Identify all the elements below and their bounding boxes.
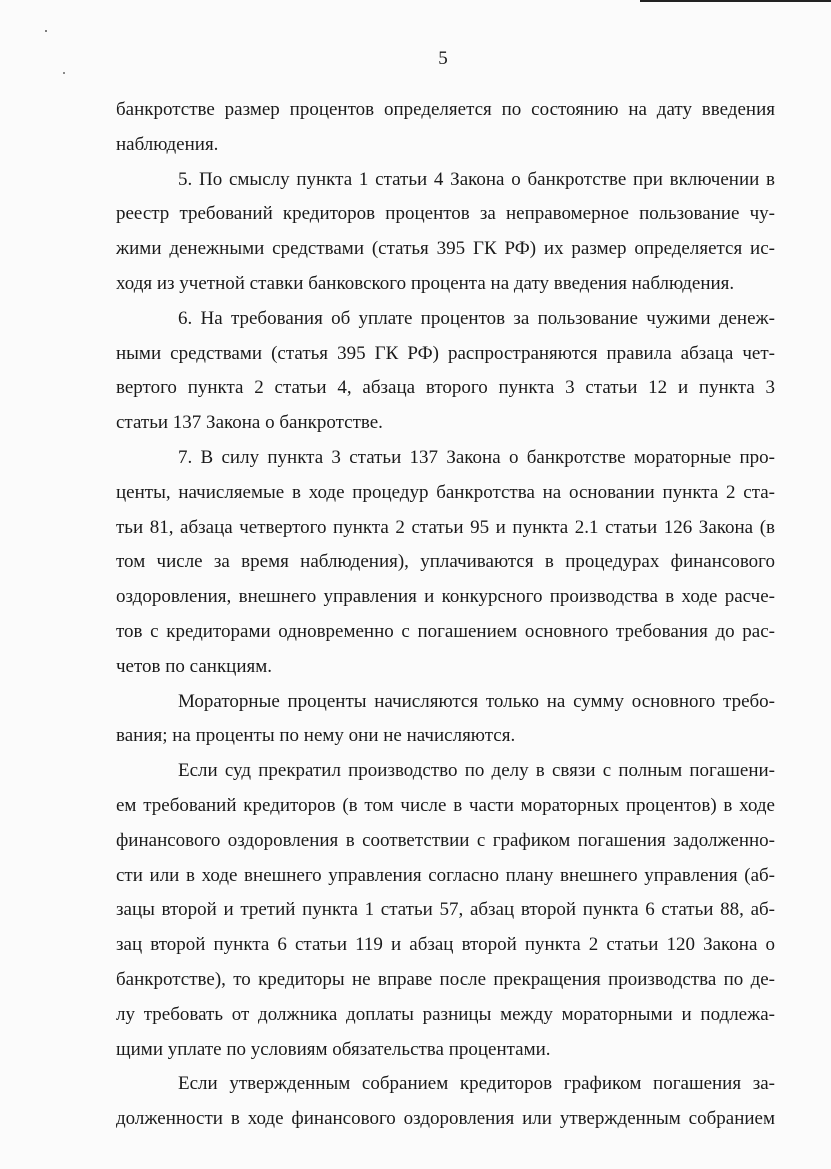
text-line: ходя из учетной ставки банковского процента на дату введения наблюдения. xyxy=(116,272,735,294)
text-line: Мораторные проценты начисляются только на сумму основного требо- xyxy=(178,690,775,712)
text-line: ными средствами (статья 395 ГК РФ) распространяются правила абзаца чет- xyxy=(116,342,775,364)
text-line: том числе за время наблюдения), уплачиваются в процедурах финансового xyxy=(116,551,775,573)
paragraph xyxy=(116,302,775,441)
paragraph xyxy=(116,163,775,302)
text-line: тьи 81, абзаца четвертого пункта 2 статьи 95 и пункта 2.1 статьи 126 Закона (в xyxy=(116,516,775,538)
text-line: четов по санкциям. xyxy=(116,655,273,677)
text-line: зац второй пункта 6 статьи 119 и абзац второй пункта 2 статьи 120 Закона о xyxy=(116,934,775,956)
text-line: сти или в ходе внешнего управления согласно плану внешнего управления (аб- xyxy=(116,864,775,886)
scan-edge-line xyxy=(640,0,831,2)
text-line: оздоровления, внешнего управления и конкурсного производства в ходе расче- xyxy=(116,586,775,608)
text-line: зацы второй и третий пункта 1 статьи 57, абзац второй пункта 6 статьи 88, аб- xyxy=(116,899,775,921)
page-number: 5 xyxy=(438,48,448,69)
text-line: вертого пункта 2 статьи 4, абзаца второго пункта 3 статьи 12 и пункта 3 xyxy=(116,377,775,399)
scan-speck xyxy=(63,72,65,74)
paragraph xyxy=(116,441,775,685)
text-line: Если суд прекратил производство по делу в связи с полным погашени- xyxy=(178,760,775,782)
document-body xyxy=(116,93,775,1137)
text-line: жими денежными средствами (статья 395 ГК РФ) их размер определяется ис- xyxy=(116,238,775,260)
text-line: финансового оздоровления в соответствии с графиком погашения задолженно- xyxy=(116,829,775,851)
paragraph xyxy=(116,754,775,1067)
text-line: щими уплате по условиям обязательства процентами. xyxy=(116,1038,551,1060)
text-line: Если утвержденным собранием кредиторов графиком погашения за- xyxy=(178,1073,775,1095)
paragraph xyxy=(116,1067,775,1137)
text-line: 6. На требования об уплате процентов за пользование чужими денеж- xyxy=(178,307,775,329)
text-line: 5. По смыслу пункта 1 статьи 4 Закона о банкротстве при включении в xyxy=(178,168,775,190)
text-line: ем требований кредиторов (в том числе в части мораторных процентов) в ходе xyxy=(116,794,775,816)
paragraph xyxy=(116,685,775,755)
text-line: вания; на проценты по нему они не начисляются. xyxy=(116,725,516,747)
text-line: банкротстве), то кредиторы не вправе после прекращения производства по де- xyxy=(116,968,776,990)
text-line: банкротстве размер процентов определяется по состоянию на дату введения xyxy=(116,99,775,120)
text-line: статьи 137 Закона о банкротстве. xyxy=(116,412,383,434)
text-line: наблюдения. xyxy=(116,133,219,155)
paragraph xyxy=(116,93,775,163)
text-line: центы, начисляемые в ходе процедур банкротства на основании пункта 2 ста- xyxy=(116,481,775,503)
text-line: долженности в ходе финансового оздоровления или утвержденным собранием xyxy=(116,1108,775,1130)
text-line: реестр требований кредиторов процентов за неправомерное пользование чу- xyxy=(116,203,775,225)
text-line: лу требовать от должника доплаты разницы между мораторными и подлежа- xyxy=(116,1003,775,1025)
text-line: 7. В силу пункта 3 статьи 137 Закона о банкротстве мораторные про- xyxy=(178,446,775,468)
scan-speck xyxy=(45,30,47,32)
text-line: тов с кредиторами одновременно с погашением основного требования до рас- xyxy=(116,620,775,642)
